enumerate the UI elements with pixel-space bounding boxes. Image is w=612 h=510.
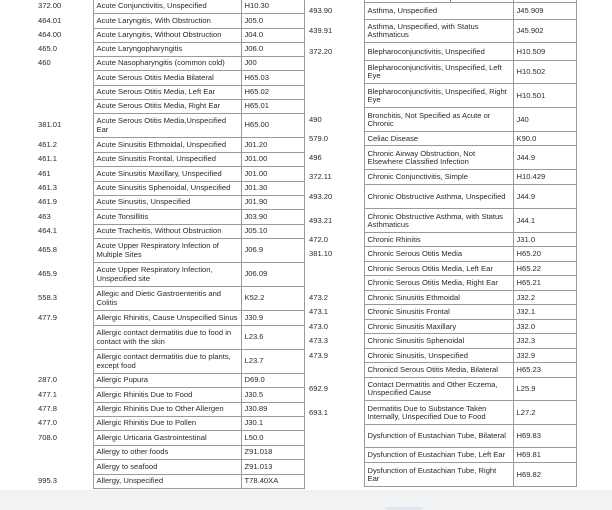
icd10-code-cell: J30.5 (241, 388, 304, 403)
icd10-code-cell: D69.0 (241, 374, 304, 388)
icd10-code-cell: J32.0 (513, 320, 576, 334)
icd10-code-cell: J30.9 (241, 311, 304, 326)
icd10-code-cell: Z91.013 (241, 460, 304, 475)
icd9-code-cell: 461 (38, 168, 51, 178)
icd10-code-cell: J40 (513, 108, 576, 132)
icd10-code-cell: J32.1 (513, 305, 576, 320)
icd9-code-cell: 693.1 (309, 407, 329, 417)
diagnosis-description-cell: Allergy, Unspecified (93, 475, 241, 489)
icd10-code-cell: H69.81 (513, 448, 576, 463)
icd9-code-cell: 465.9 (38, 269, 58, 279)
icd9-code-cell: 558.3 (38, 293, 58, 303)
icd10-code-cell: H65.03 (241, 71, 304, 86)
table-row (35, 86, 304, 100)
diagnosis-description-cell: Chronic Sinusitis Maxillary (364, 320, 513, 334)
icd9-code-cell: 477.0 (38, 418, 58, 428)
icd10-code-cell: H65.00 (241, 114, 304, 138)
table-row (35, 43, 304, 57)
icd10-code-cell: H10.501 (513, 84, 576, 108)
diagnosis-description-cell: Acute Tracheitis, Without Obstruction (93, 225, 241, 239)
diagnosis-description-cell: Allergic Rhinitis Due to Other Allergen (93, 403, 241, 417)
diagnosis-description-cell: Chronic Sinusitis Ethmoidal (364, 291, 513, 305)
icd10-code-cell: K90.0 (513, 132, 576, 146)
table-row (35, 196, 304, 210)
icd9-code-cell: 461.2 (38, 139, 58, 149)
icd9-code-cell: 439.91 (309, 26, 333, 36)
page-footer-strip (0, 490, 612, 510)
icd10-code-cell: J01.00 (241, 167, 304, 182)
icd9-code-cell (306, 463, 364, 487)
icd9-code-cell (306, 448, 364, 463)
diagnosis-code-table-left (35, 0, 305, 489)
icd9-code-cell: 496 (309, 152, 322, 162)
diagnosis-description-cell: Acute Laryngitis, With Obstruction (93, 14, 241, 29)
icd9-code-cell: 472.0 (309, 234, 329, 244)
icd10-code-cell: K52.2 (241, 287, 304, 311)
table-row (35, 431, 304, 446)
icd10-code-cell: J32.2 (513, 291, 576, 305)
diagnosis-description-cell: Allegic and Dietic Gastroenteritis and Colitis (93, 287, 241, 311)
diagnosis-description-cell: Acute Sinusitis Frontal, Unspecified (93, 153, 241, 167)
table-row (35, 374, 304, 388)
table-row (35, 460, 304, 475)
icd10-code-cell: J05.0 (241, 14, 304, 29)
table-row (306, 233, 576, 247)
icd10-code-cell: L25.9 (513, 378, 576, 401)
table-row (35, 100, 304, 114)
table-row (35, 403, 304, 417)
table-row (306, 463, 576, 487)
icd10-code-cell: H69.82 (513, 463, 576, 487)
icd9-code-cell: 465.8 (38, 245, 58, 255)
icd9-code-cell: 464.00 (38, 30, 62, 40)
diagnosis-description-cell: Allergy to other foods (93, 446, 241, 460)
table-row (35, 326, 304, 350)
icd9-code-cell (35, 460, 93, 475)
diagnosis-description-cell: Celiac Disease (364, 132, 513, 146)
diagnosis-description-cell: Acute Upper Respiratory Infection of Multiple Sites (93, 239, 241, 263)
diagnosis-description-cell: Acute Laryngopharyngitis (93, 43, 241, 57)
table-row (35, 57, 304, 71)
icd9-code-cell: 473.3 (309, 336, 329, 346)
icd9-code-cell: 381.10 (309, 249, 333, 259)
icd9-code-cell: 464.01 (38, 15, 62, 25)
table-row (306, 363, 576, 378)
icd9-code-cell (306, 262, 364, 276)
icd9-code-cell: 493.90 (309, 6, 333, 16)
table-row (35, 225, 304, 239)
icd10-code-cell: J06.09 (241, 263, 304, 287)
diagnosis-description-cell: Acute Serous Otitis Media Bilateral (93, 71, 241, 86)
icd9-code-cell: 493.20 (309, 191, 333, 201)
icd9-code-cell (35, 446, 93, 460)
diagnosis-description-cell: Acute Sinusitis Maxillary, Unspecified (93, 167, 241, 182)
icd9-code-cell: 477.9 (38, 312, 58, 322)
icd10-code-cell: J44.9 (513, 185, 576, 209)
diagnosis-description-cell: Allergic contact dermatitis due to food in contact with the skin (93, 326, 241, 350)
icd10-code-cell: H10.502 (513, 61, 576, 84)
table-row (306, 334, 576, 349)
table-row (306, 146, 576, 170)
icd9-code-cell: 477.8 (38, 404, 58, 414)
icd9-code-cell: 473.0 (309, 321, 329, 331)
table-row (35, 167, 304, 182)
icd10-code-cell: L27.2 (513, 401, 576, 425)
icd9-code-cell: 287.0 (38, 375, 58, 385)
diagnosis-description-cell: Allergic Rhinitis, Cause Unspecified Sinus (93, 311, 241, 326)
diagnosis-description-cell: Allergic contact dermatitis due to plants, except food (93, 350, 241, 374)
diagnosis-description-cell: Allergic Urticaria Gastrointestinal (93, 431, 241, 446)
icd9-code-cell: 464.1 (38, 226, 58, 236)
icd9-code-cell (306, 276, 364, 291)
icd10-code-cell: L23.6 (241, 326, 304, 350)
table-row (35, 182, 304, 196)
diagnosis-description-cell: Asthma, Unspecified, with Status Asthmaticus (364, 20, 513, 43)
icd9-code-cell: 460 (38, 58, 51, 68)
diagnosis-description-cell: Chronic Sinusitis, Unspecified (364, 349, 513, 363)
icd9-code-cell (35, 350, 93, 374)
table-row (306, 3, 576, 20)
icd10-code-cell: J00 (241, 57, 304, 71)
table-row (306, 425, 576, 448)
diagnosis-description-cell: Blepharoconjunctivitis, Unspecified (364, 43, 513, 61)
table-row (35, 29, 304, 43)
diagnosis-description-cell: Chronic Conjunctivitis, Simple (364, 170, 513, 185)
diagnosis-description-cell: Dysfunction of Eustachian Tube, Left Ear (364, 448, 513, 463)
diagnosis-description-cell: Chronic Serous Otitis Media (364, 247, 513, 262)
diagnosis-description-cell: Chronicd Serous Otitis Media, Bilateral (364, 363, 513, 378)
table-row (306, 247, 576, 262)
icd9-code-cell: 463 (38, 211, 51, 221)
icd10-code-cell: J30.89 (241, 403, 304, 417)
diagnosis-description-cell: Asthma, Unspecified (364, 3, 513, 20)
table-row (35, 210, 304, 225)
diagnosis-description-cell: Acute Conjunctivitis, Unspecified (93, 0, 241, 14)
icd10-code-cell: H69.83 (513, 425, 576, 448)
icd10-code-cell: T78.40XA (241, 475, 304, 489)
icd10-code-cell: H10.429 (513, 170, 576, 185)
icd9-code-cell: 461.9 (38, 197, 58, 207)
table-row (35, 287, 304, 311)
table-row (306, 262, 576, 276)
table-row (35, 350, 304, 374)
icd10-code-cell: J01.20 (241, 138, 304, 153)
diagnosis-description-cell: Allergic Rhinitis Due to Pollen (93, 417, 241, 431)
icd10-code-cell: H65.02 (241, 86, 304, 100)
icd9-code-cell: 493.21 (309, 215, 333, 225)
icd10-code-cell: J44.9 (513, 146, 576, 170)
diagnosis-description-cell: Dysfunction of Eustachian Tube, Bilateral (364, 425, 513, 448)
icd9-code-cell: 473.2 (309, 292, 329, 302)
table-row (306, 320, 576, 334)
icd9-code-cell: 461.3 (38, 183, 58, 193)
icd9-code-cell: 372.20 (309, 46, 333, 56)
table-row (306, 276, 576, 291)
icd10-code-cell: J32.9 (513, 349, 576, 363)
icd9-code-cell: 461.1 (38, 154, 58, 164)
diagnosis-description-cell: Chronic Sinusitis Sphenoidal (364, 334, 513, 349)
diagnosis-description-cell: Chronic Sinusitis Frontal (364, 305, 513, 320)
icd10-code-cell: H65.21 (513, 276, 576, 291)
icd9-code-cell (306, 425, 364, 448)
icd9-code-cell (306, 84, 364, 108)
icd9-code-cell: 692.9 (309, 384, 329, 394)
icd9-code-cell (306, 363, 364, 378)
diagnosis-description-cell: Chronic Obstructive Asthma, with Status Asthmaticus (364, 209, 513, 233)
icd10-code-cell: J04.0 (241, 29, 304, 43)
icd10-code-cell: J06.0 (241, 43, 304, 57)
table-row (35, 138, 304, 153)
icd9-code-cell (35, 100, 93, 114)
icd10-code-cell: H10.509 (513, 43, 576, 61)
table-row (306, 305, 576, 320)
diagnosis-description-cell: Allergy to seafood (93, 460, 241, 475)
table-row (306, 170, 576, 185)
diagnosis-description-cell: Dermatitis Due to Substance Taken Internally, Unspecified Due to Food (364, 401, 513, 425)
diagnosis-description-cell: Acute Tonsillitis (93, 210, 241, 225)
table-row (35, 388, 304, 403)
diagnosis-description-cell: Acute Upper Respiratory Infection, Unspecified site (93, 263, 241, 287)
icd9-code-cell: 473.9 (309, 350, 329, 360)
table-row (35, 446, 304, 460)
icd10-code-cell: J45.902 (513, 20, 576, 43)
icd10-code-cell: J05.10 (241, 225, 304, 239)
icd9-code-cell (35, 71, 93, 86)
table-row (35, 71, 304, 86)
table-row (35, 14, 304, 29)
icd10-code-cell: J31.0 (513, 233, 576, 247)
icd9-code-cell: 381.01 (38, 120, 62, 130)
icd10-code-cell: J06.9 (241, 239, 304, 263)
icd9-code-cell: 465.0 (38, 44, 58, 54)
diagnosis-description-cell: Chronic Obstructive Asthma, Unspecified (364, 185, 513, 209)
table-row (306, 448, 576, 463)
diagnosis-description-cell: Chronic Serous Otitis Media, Right Ear (364, 276, 513, 291)
diagnosis-description-cell: Dysfunction of Eustachian Tube, Right Ear (364, 463, 513, 487)
icd10-code-cell: J01.00 (241, 153, 304, 167)
icd10-code-cell: J30.1 (241, 417, 304, 431)
icd10-code-cell: J01.30 (241, 182, 304, 196)
icd10-code-cell: J01.90 (241, 196, 304, 210)
icd9-code-cell: 490 (309, 114, 322, 124)
table-row (35, 114, 304, 138)
icd10-code-cell: J32.3 (513, 334, 576, 349)
table-row (35, 263, 304, 287)
diagnosis-description-cell: Acute Serous Otitis Media, Left Ear (93, 86, 241, 100)
table-row (35, 0, 304, 14)
diagnosis-description-cell: Acute Serous Otitis Media,Unspecified Ear (93, 114, 241, 138)
icd10-code-cell: H65.23 (513, 363, 576, 378)
table-row (306, 349, 576, 363)
icd9-code-cell (306, 61, 364, 84)
icd10-code-cell: J45.909 (513, 3, 576, 20)
icd10-code-cell: H10.30 (241, 0, 304, 14)
icd10-code-cell: H65.20 (513, 247, 576, 262)
icd10-code-cell: H65.22 (513, 262, 576, 276)
diagnosis-description-cell: Acute Sinusitis, Unspecified (93, 196, 241, 210)
diagnosis-description-cell: Acute Laryngitis, Without Obstruction (93, 29, 241, 43)
diagnosis-description-cell: Blepharoconjunctivitis, Unspecified, Left Eye (364, 61, 513, 84)
table-row (35, 239, 304, 263)
icd10-code-cell: L50.0 (241, 431, 304, 446)
diagnosis-description-cell: Contact Dermatitis and Other Eczema, Unspecified Cause (364, 378, 513, 401)
icd9-code-cell: 372.00 (38, 1, 62, 11)
diagnosis-description-cell: Acute Serous Otitis Media, Right Ear (93, 100, 241, 114)
table-row (306, 291, 576, 305)
diagnosis-description-cell: Bronchitis, Not Specified as Acute or Chronic (364, 108, 513, 132)
diagnosis-description-cell: Acute Nasopharyngitis (common cold) (93, 57, 241, 71)
icd9-code-cell (35, 86, 93, 100)
icd10-code-cell: J44.1 (513, 209, 576, 233)
table-row (35, 311, 304, 326)
diagnosis-description-cell: Blepharoconjunctivitis, Unspecified, Right Eye (364, 84, 513, 108)
table-row (306, 20, 576, 43)
icd9-code-cell: 995.3 (38, 476, 58, 486)
diagnosis-description-cell: Chronic Rhinitis (364, 233, 513, 247)
table-row (306, 132, 576, 146)
icd9-code-cell: 708.0 (38, 432, 58, 442)
table-row (306, 209, 576, 233)
table-row (306, 378, 576, 401)
icd9-code-cell: 477.1 (38, 389, 58, 399)
table-row (306, 401, 576, 425)
table-row (306, 185, 576, 209)
table-row (306, 84, 576, 108)
icd9-code-cell (35, 326, 93, 350)
diagnosis-description-cell: Allergic Pupura (93, 374, 241, 388)
diagnosis-description-cell: Acute Sinusitis Ethmoidal, Unspecified (93, 138, 241, 153)
table-row (306, 43, 576, 61)
icd10-code-cell: H65.01 (241, 100, 304, 114)
icd10-code-cell: Z91.018 (241, 446, 304, 460)
icd9-code-cell: 473.1 (309, 307, 329, 317)
icd9-code-cell: 579.0 (309, 133, 329, 143)
diagnosis-code-table-right (306, 0, 577, 487)
table-row (35, 475, 304, 489)
icd10-code-cell: J03.90 (241, 210, 304, 225)
icd9-code-cell: 372.11 (309, 172, 332, 182)
diagnosis-description-cell: Allergic Rhinitis Due to Food (93, 388, 241, 403)
table-row (306, 61, 576, 84)
table-row (35, 417, 304, 431)
icd10-code-cell: L23.7 (241, 350, 304, 374)
diagnosis-description-cell: Chronic Airway Obstruction, Not Elsewhere Classified Infection (364, 146, 513, 170)
diagnosis-description-cell: Acute Sinusitis Sphenoidal, Unspecified (93, 182, 241, 196)
diagnosis-description-cell: Chronic Serous Otitis Media, Left Ear (364, 262, 513, 276)
table-row (35, 153, 304, 167)
table-row (306, 108, 576, 132)
